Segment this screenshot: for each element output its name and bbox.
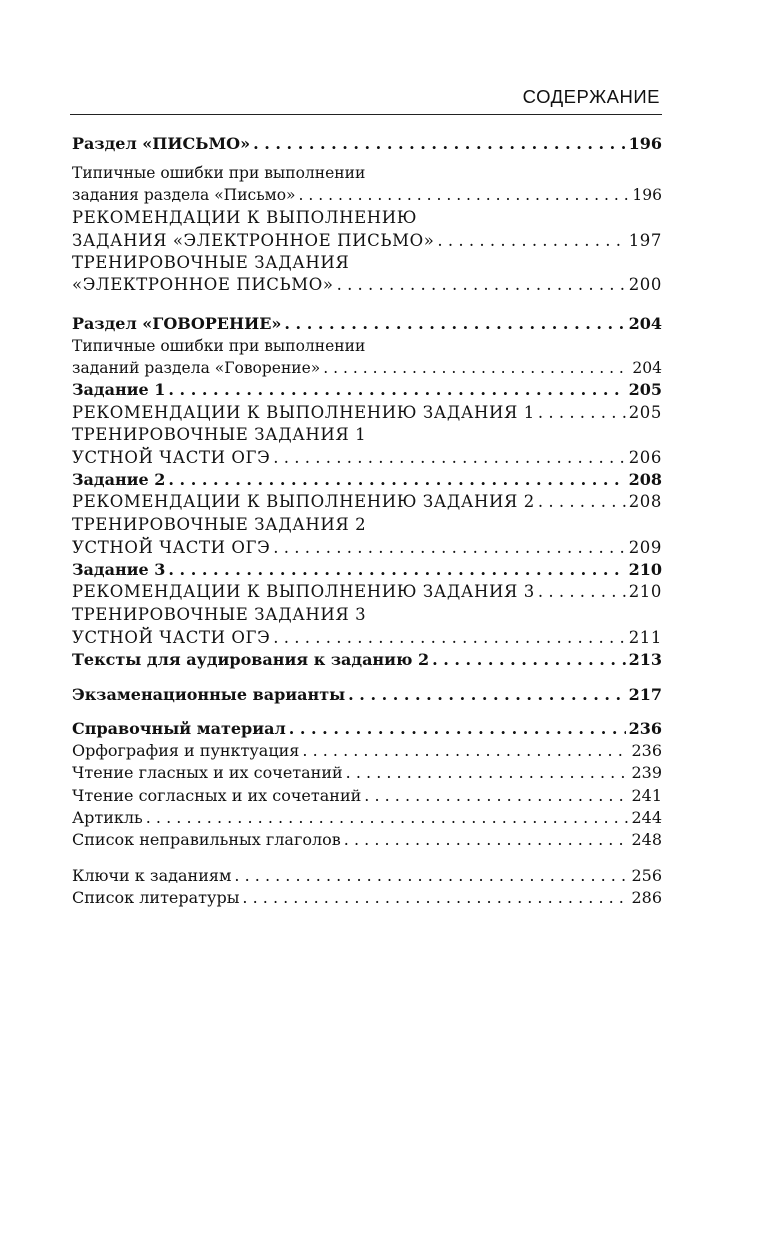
page-title: СОДЕРЖАНИЕ (522, 86, 660, 107)
toc-entry: ТРЕНИРОВОЧНЫЕ ЗАДАНИЯ 1 (72, 425, 367, 444)
toc-entry[interactable]: Задание 2 . . . 208 (72, 469, 662, 491)
toc-entry[interactable]: УСТНОЙ ЧАСТИ ОГЭ . . . 206 (72, 447, 662, 469)
toc-entry[interactable]: заданий раздела «Говорение» . . . 204 (72, 357, 662, 379)
toc-entry[interactable]: Список неправильных глаголов . . . 248 (72, 829, 662, 851)
toc-entry[interactable]: Чтение гласных и их сочетаний . . . 239 (72, 762, 662, 784)
toc-entry[interactable]: Раздел «ПИСЬМО» . . . 196 (72, 133, 662, 155)
toc-entry[interactable]: РЕКОМЕНДАЦИИ К ВЫПОЛНЕНИЮ ЗАДАНИЯ 2 . . . 208 (72, 491, 662, 513)
toc-entry[interactable]: Список литературы . . . 286 (72, 887, 662, 909)
toc-entry: РЕКОМЕНДАЦИИ К ВЫПОЛНЕНИЮ (72, 208, 418, 227)
toc-entry[interactable]: задания раздела «Письмо» . . . 196 (72, 184, 662, 206)
toc-entry[interactable]: Задание 3 . . . 210 (72, 559, 662, 581)
toc-entry[interactable]: УСТНОЙ ЧАСТИ ОГЭ . . . 211 (72, 627, 662, 649)
toc-entry[interactable]: Раздел «ГОВОРЕНИЕ» . . . 204 (72, 313, 662, 335)
toc-entry: ТРЕНИРОВОЧНЫЕ ЗАДАНИЯ 2 (72, 515, 367, 534)
toc-entry[interactable]: РЕКОМЕНДАЦИИ К ВЫПОЛНЕНИЮ ЗАДАНИЯ 1 . . . 205 (72, 402, 662, 424)
toc-entry: ТРЕНИРОВОЧНЫЕ ЗАДАНИЯ 3 (72, 605, 367, 624)
toc-entry[interactable]: ЗАДАНИЯ «ЭЛЕКТРОННОЕ ПИСЬМО» . . . 197 (72, 230, 662, 252)
toc-entry[interactable]: Экзаменационные варианты . . . 217 (72, 684, 662, 706)
toc-entry[interactable]: «ЭЛЕКТРОННОЕ ПИСЬМО» . . . 200 (72, 274, 662, 296)
toc-entry[interactable]: Орфография и пунктуация . . . 236 (72, 740, 662, 762)
toc-entry[interactable]: Чтение согласных и их сочетаний . . . 241 (72, 785, 662, 807)
toc-entry[interactable]: Артикль . . . 244 (72, 807, 662, 829)
toc-entry: Типичные ошибки при выполнении (72, 337, 366, 355)
toc-entry[interactable]: Ключи к заданиям . . . 256 (72, 865, 662, 887)
page-header (70, 84, 662, 115)
toc-entry[interactable]: Тексты для аудирования к заданию 2 . . . 213 (72, 649, 662, 671)
toc-entry[interactable]: РЕКОМЕНДАЦИИ К ВЫПОЛНЕНИЮ ЗАДАНИЯ 3 . . . 210 (72, 581, 662, 603)
toc-entry[interactable]: Задание 1 . . . 205 (72, 379, 662, 401)
toc-entry[interactable]: УСТНОЙ ЧАСТИ ОГЭ . . . 209 (72, 537, 662, 559)
toc-entry[interactable]: Справочный материал . . . 236 (72, 718, 662, 740)
toc-entry: ТРЕНИРОВОЧНЫЕ ЗАДАНИЯ (72, 253, 350, 272)
toc-entry: Типичные ошибки при выполнении (72, 164, 366, 182)
